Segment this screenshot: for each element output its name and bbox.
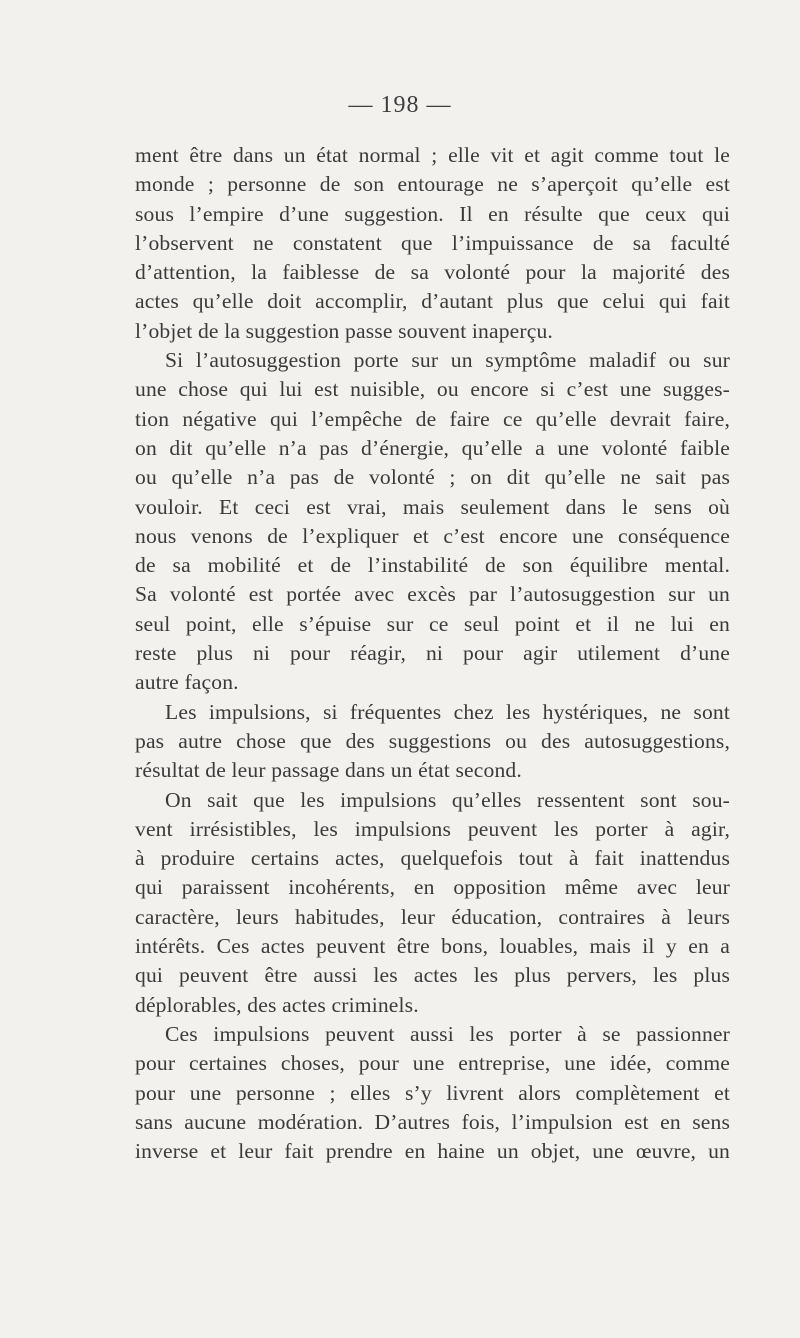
paragraph-1 (135, 141, 730, 346)
text-line: pour certaines choses, pour une entreprise, une idée, comme (135, 1051, 730, 1076)
text-line: l’observent ne constatent que l’impuissance de sa faculté (135, 230, 730, 255)
text-line: de sa mobilité et de l’instabilité de son équilibre mental. (135, 553, 730, 578)
text-line: On sait que les impulsions qu’elles ressentent sont sou- (165, 787, 730, 812)
text-line: pour une personne ; elles s’y livrent alors complètement et (135, 1080, 730, 1105)
text-line: on dit qu’elle n’a pas d’énergie, qu’elle a une volonté faible (135, 435, 730, 460)
paragraph-5 (135, 1020, 730, 1166)
page-number: — 198 — (348, 92, 452, 118)
text-line: reste plus ni pour réagir, ni pour agir utilement d’une (135, 641, 730, 666)
text-line: Les impulsions, si fréquentes chez les hystériques, ne sont (165, 699, 730, 724)
text-line: inverse et leur fait prendre en haine un objet, une œuvre, un (135, 1139, 730, 1164)
text-line: pas autre chose que des suggestions ou des autosuggestions, (135, 728, 730, 753)
text-line: autre façon. (135, 670, 239, 695)
text-line: à produire certains actes, quelquefois tout à fait inattendus (135, 846, 730, 871)
text-line: sous l’empire d’une suggestion. Il en résulte que ceux qui (135, 201, 730, 226)
text-line: une chose qui lui est nuisible, ou encore si c’est une sugges- (135, 377, 730, 402)
text-line: Ces impulsions peuvent aussi les porter à se passionner (165, 1021, 730, 1046)
text-line: sans aucune modération. D’autres fois, l’impulsion est en sens (135, 1109, 730, 1134)
text-line: qui paraissent incohérents, en opposition même avec leur (135, 875, 730, 900)
text-line: monde ; personne de son entourage ne s’aperçoit qu’elle est (135, 172, 730, 197)
paragraph-4 (135, 786, 730, 1020)
text-line: l’objet de la suggestion passe souvent inaperçu. (135, 318, 553, 343)
paragraph-3 (135, 698, 730, 786)
text-line: actes qu’elle doit accomplir, d’autant plus que celui qui fait (135, 289, 730, 314)
text-line: déplorables, des actes criminels. (135, 992, 419, 1017)
paragraph-2 (135, 346, 730, 698)
text-line: qui peuvent être aussi les actes les plus pervers, les plus (135, 963, 730, 988)
text-line: nous venons de l’expliquer et c’est encore une conséquence (135, 523, 730, 548)
text-line: Sa volonté est portée avec excès par l’autosuggestion sur un (135, 582, 730, 607)
text-line: intérêts. Ces actes peuvent être bons, louables, mais il y en a (135, 934, 730, 959)
text-line: d’attention, la faiblesse de sa volonté pour la majorité des (135, 260, 730, 285)
body-text (135, 141, 730, 1166)
text-line: seul point, elle s’épuise sur ce seul point et il ne lui en (135, 611, 730, 636)
text-line: caractère, leurs habitudes, leur éducation, contraires à leurs (135, 904, 730, 929)
text-line: vouloir. Et ceci est vrai, mais seulement dans le sens où (135, 494, 730, 519)
text-line: ment être dans un état normal ; elle vit et agit comme tout le (135, 143, 730, 167)
text-line: Si l’autosuggestion porte sur un symptôme maladif ou sur (165, 348, 730, 373)
text-line: ou qu’elle n’a pas de volonté ; on dit qu’elle ne sait pas (135, 465, 730, 490)
text-line: tion négative qui l’empêche de faire ce qu’elle devrait faire, (135, 406, 730, 431)
text-line: résultat de leur passage dans un état second. (135, 758, 522, 783)
text-line: vent irrésistibles, les impulsions peuvent les porter à agir, (135, 816, 730, 841)
